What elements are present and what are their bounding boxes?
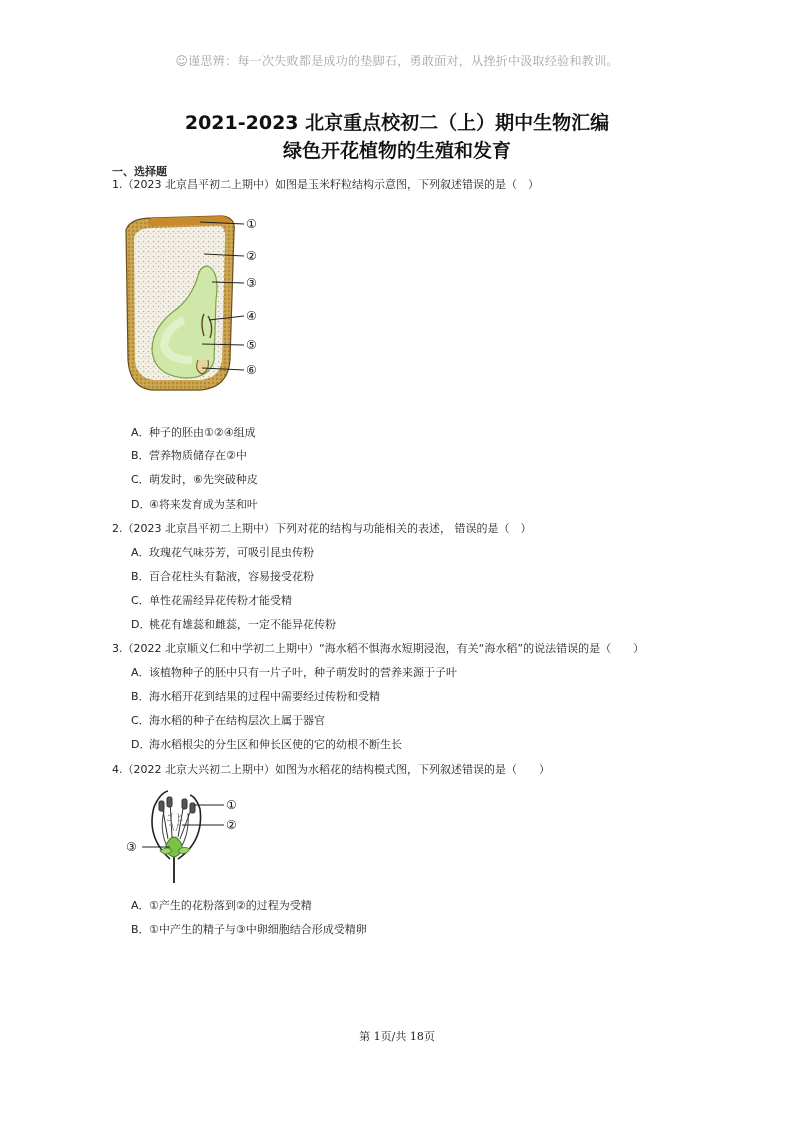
option-letter: A． [131, 546, 150, 559]
rice-flower-figure [120, 785, 260, 885]
q1-option-c [131, 473, 258, 487]
option-text: 单性花需经异花传粉才能受精 [149, 594, 292, 607]
option-text: ④将来发育成为茎和叶 [149, 498, 258, 511]
question-4-stem: 4.（2022 北京大兴初二上期中）如图为水稻花的结构模式图，下列叙述错误的是（ ） [112, 763, 550, 776]
option-letter: C． [131, 594, 150, 607]
q1-option-d [131, 498, 258, 512]
q2-option-c [131, 594, 292, 608]
option-text: 种子的胚由①②④组成 [149, 426, 256, 439]
section-heading: 一、选择题 [112, 165, 167, 178]
rice-label-1: ① [226, 798, 237, 812]
option-letter: B． [131, 449, 150, 462]
document-subtitle: 绿色开花植物的生殖和发育 [282, 140, 511, 162]
option-letter: B． [131, 570, 150, 583]
question-3-stem: 3.（2022 北京顺义仁和中学初二上期中）“海水稻不惧海水短期浸泡，有关“海水稻”的说法错误的是（ ） [112, 642, 645, 655]
option-letter: A． [131, 426, 150, 439]
corn-label-2: ② [246, 249, 257, 263]
rice-label-3: ③ [126, 840, 137, 854]
option-text: 营养物质储存在②中 [149, 449, 247, 462]
q1-option-b [131, 449, 247, 463]
corn-kernel-figure [112, 210, 272, 400]
corn-label-3: ③ [246, 276, 257, 290]
option-text: ①产生的花粉落到②的过程为受精 [149, 899, 312, 912]
corn-label-5: ⑤ [246, 338, 257, 352]
option-letter: D． [131, 618, 151, 631]
q3-option-d [131, 738, 402, 752]
option-letter: C． [131, 714, 150, 727]
corn-label-1: ① [246, 217, 257, 231]
motto-header: ☺谨思辨：每一次失败都是成功的垫脚石，勇敢面对，从挫折中汲取经验和教训。 [175, 54, 619, 68]
question-2-stem: 2.（2023 北京昌平初二上期中）下列对花的结构与功能相关的表述， 错误的是（ ） [112, 522, 532, 535]
q3-option-a [131, 666, 457, 680]
option-letter: D． [131, 738, 151, 751]
corn-label-6: ⑥ [246, 363, 257, 377]
rice-label-2: ② [226, 818, 237, 832]
option-letter: D． [131, 498, 151, 511]
option-text: 桃花有雄蕊和雌蕊，一定不能异花传粉 [149, 618, 336, 631]
q1-option-a [131, 426, 256, 440]
q4-option-b [131, 923, 367, 937]
q3-option-c [131, 714, 325, 728]
q2-option-d [131, 618, 336, 632]
option-text: 该植物种子的胚中只有一片子叶，种子萌发时的营养来源于子叶 [149, 666, 457, 679]
option-letter: A． [131, 666, 150, 679]
option-text: 百合花柱头有黏液，容易接受花粉 [149, 570, 314, 583]
question-1-stem: 1.（2023 北京昌平初二上期中）如图是玉米籽粒结构示意图，下列叙述错误的是（ ） [112, 178, 539, 191]
option-text: ①中产生的精子与③中卵细胞结合形成受精卵 [149, 923, 367, 936]
option-letter: B． [131, 690, 150, 703]
corn-label-4: ④ [246, 309, 257, 323]
q2-option-b [131, 570, 314, 584]
option-text: 玫瑰花气味芬芳，可吸引昆虫传粉 [149, 546, 314, 559]
document-title: 2021-2023 北京重点校初二（上）期中生物汇编 [184, 112, 610, 134]
q4-option-a [131, 899, 312, 913]
option-letter: C． [131, 473, 150, 486]
option-text: 海水稻开花到结果的过程中需要经过传粉和受精 [149, 690, 380, 703]
option-letter: B． [131, 923, 150, 936]
q2-option-a [131, 546, 314, 560]
option-text: 海水稻的种子在结构层次上属于器官 [149, 714, 325, 727]
page-footer: 第 1页/共 18页 [359, 1030, 435, 1043]
option-text: 海水稻根尖的分生区和伸长区使的它的幼根不断生长 [149, 738, 402, 751]
option-letter: A． [131, 899, 150, 912]
option-text: 萌发时，⑥先突破种皮 [149, 473, 258, 486]
q3-option-b [131, 690, 380, 704]
